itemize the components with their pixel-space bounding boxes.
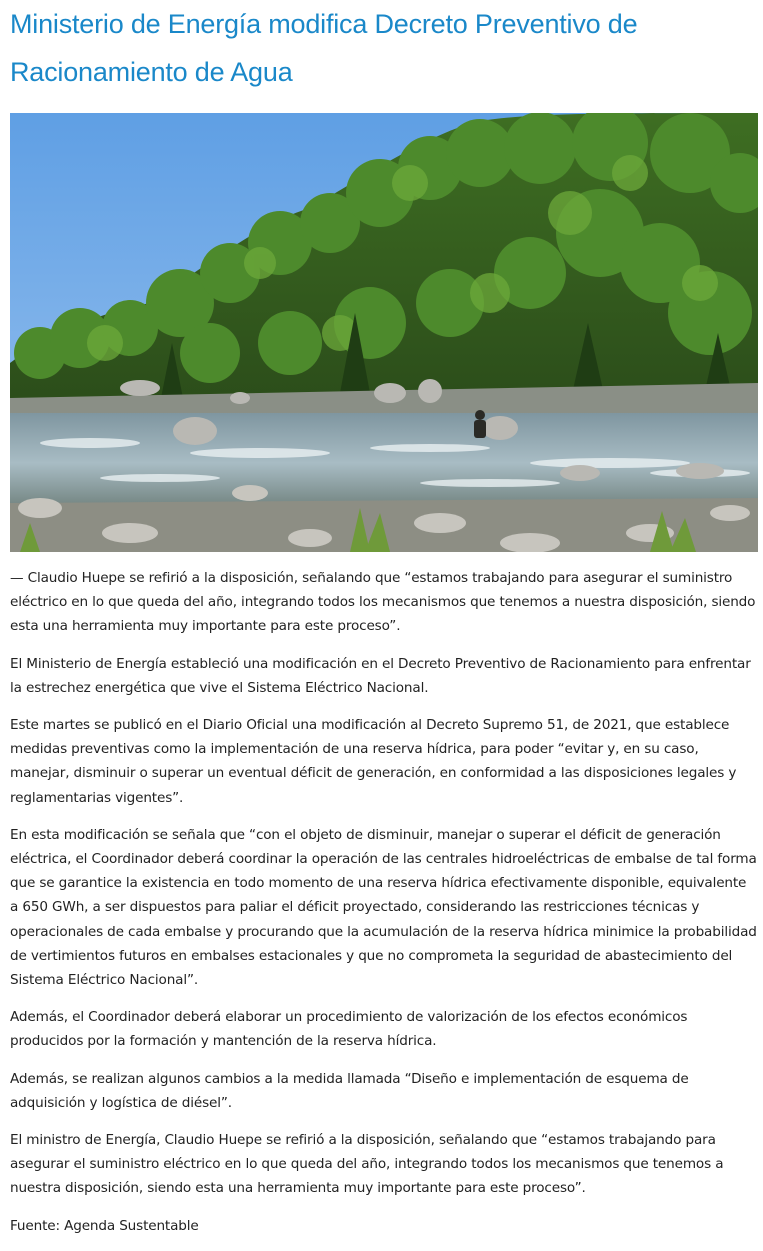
person-wading <box>474 410 486 438</box>
article-body <box>10 566 758 1238</box>
paragraph-6: El ministro de Energía, Claudio Huepe se refirió a la disposición, señalando que “estamos trabajando para asegurar el suministro eléctrico en lo que queda del año, integrando todos los mecanismos que tenemos a nuestra disposición, siendo esta una herramienta muy importante para este proceso”. <box>10 1132 724 1197</box>
image-caption: — Claudio Huepe se refirió a la disposición, señalando que “estamos trabajando para asegurar el suministro eléctrico en lo que queda del año, integrando todos los mecanismos que tenemos a nuestra disposición, siendo esta una herramienta muy importante para este proceso”. <box>10 570 756 635</box>
paragraph-5: Además, se realizan algunos cambios a la medida llamada “Diseño e implementación de esquema de adquisición y logística de diésel”. <box>10 1070 689 1111</box>
article <box>10 0 758 1251</box>
hero-image-river-landscape <box>10 113 758 552</box>
paragraph-1: El Ministerio de Energía estableció una modificación en el Decreto Preventivo de Racionamiento para enfrentar la estrechez energética que vive el Sistema Eléctrico Nacional. <box>10 655 751 696</box>
source-credit: Fuente: Agenda Sustentable <box>10 1217 199 1234</box>
paragraph-4: Además, el Coordinador deberá elaborar un procedimiento de valorización de los efectos económicos producidos por la formación y mantención de la reserva hídrica. <box>10 1009 688 1050</box>
paragraph-3: En esta modificación se señala que “con el objeto de disminuir, manejar o superar el déficit de generación eléctrica, el Coordinador deberá coordinar la operación de las centrales hidroeléctricas de embalse de tal forma que se garantice la existencia en todo momento de una reserva hídrica efectivamente disponible, equivalente a 650 GWh, a ser dispuestos para paliar el déficit proyectado, considerando las restricciones técnicas y operacionales de cada embalse y procurando que la acumulación de la reserva hídrica minimice la probabilidad de vertimientos futuros en embalses estacionales y que no comprometa la seguridad de abastecimiento del Sistema Eléctrico Nacional”. <box>10 826 757 989</box>
river-landscape-illustration <box>10 113 758 552</box>
paragraph-2: Este martes se publicó en el Diario Oficial una modificación al Decreto Supremo 51, de 2021, que establece medidas preventivas como la implementación de una reserva hídrica, para poder “evitar y, en su caso, manejar, disminuir o superar un eventual déficit de generación, en conformidad a las disposiciones legales y reglamentarias vigentes”. <box>10 717 737 806</box>
article-title: Ministerio de Energía modifica Decreto Preventivo de Racionamiento de Agua <box>10 9 638 87</box>
